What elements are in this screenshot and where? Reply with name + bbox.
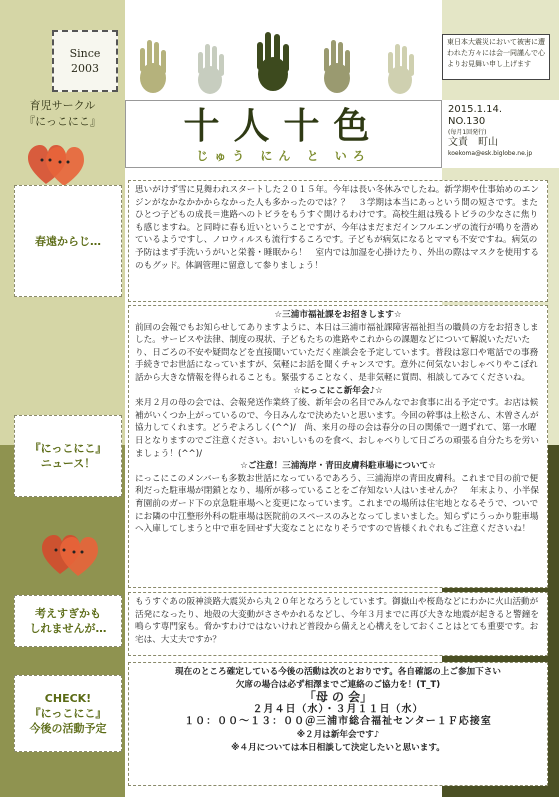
section-label-earthquake xyxy=(14,595,122,647)
handprint-icon xyxy=(257,32,289,91)
section-content-schedule xyxy=(128,662,548,786)
since-badge xyxy=(52,30,118,92)
issue-info xyxy=(442,100,559,168)
issue-editor: 文責 町山 xyxy=(448,137,498,148)
paragraph: 思いがけず雪に見舞われスタートした２０１５年。今年は長い冬休みでしたね。新学期や仕事始めのエンジンがなかなかかからなかった人も多かったのでは？？ ３学期は本当にあっという間の短さです。またひとつ子どもの成長＝進路へのトビラをもうすぐ開けるわけです。高校生組は残るトビラの少なさに焦りも感じますね。と同時に春も近いということですが、今年はまだまだインフルエンザの流行が鳴りを潜めているようですし、ノロウィルスも流行するころです。子どもが病気になるとママも不安ですね。病気の予防はまず手洗いうがいと栄養・睡眠から！ 室内では加湿を心掛けたり、外出の際はマスクを使用するのもグッド。体調管理に留意して参りましょう！ xyxy=(135,185,539,271)
circle-name xyxy=(0,98,125,130)
news-heading: ☆ご注意！三浦海岸・青田皮膚科駐車場について☆ xyxy=(240,461,436,472)
section-content-news xyxy=(128,305,548,588)
circle-name-line2: 『にっこにこ』 xyxy=(24,115,101,128)
schedule-intro: 現在のところ確定している今後の活動は次のとおりです。各自確認の上ご参加下さい xyxy=(175,667,501,677)
event-dates: ２月４日（水）・３月１１日（水） xyxy=(252,703,424,715)
handprint-icon xyxy=(140,40,166,93)
paragraph: 前回の会報でもお知らせしてありますように、本日は三浦市福祉課障害福祉担当の職員の方をお招きしました。サービスや法律、制度の現状、子どもたちの進路やこれからの課題などについて解説いただいたり、日ごろの不安や疑問などを直接聞いていただく座談会を予定しています。普段は窓口や電話での事務手続きでお世話になっていますが、気軽にお話を聞くチャンスです。意外に何気ないおしゃべりやこぼれ話から大きな情報を得られることも。緊張することなく、是非気軽に質問、相談してみてくださいね。 xyxy=(135,322,539,383)
section-label-text: 考えすぎかも xyxy=(35,607,101,620)
newsletter-title-box xyxy=(125,100,442,168)
heart-logo-icon xyxy=(40,530,100,582)
section-label-text: 春遠からじ… xyxy=(35,234,101,248)
section-label-text: 『にっこにこ』 xyxy=(29,442,107,455)
event-note: ※４月については本日相談して決定したいと思います。 xyxy=(231,742,445,753)
newsletter-title: 十人十色 xyxy=(183,105,384,147)
section-label-text: 『にっこにこ』 xyxy=(29,707,107,720)
section-content-spring xyxy=(128,180,548,302)
event-title: 「母 の 会」 xyxy=(303,690,373,705)
circle-name-line1: 育児サークル xyxy=(29,99,96,112)
handprints-illustration xyxy=(125,28,442,100)
section-label-schedule xyxy=(14,675,122,752)
section-label-news xyxy=(14,415,122,497)
section-label-text: 今後の活動予定 xyxy=(29,722,107,735)
news-heading: ☆にっこにこ新年会♪☆ xyxy=(293,385,383,396)
event-place: １０：００～１３：００＠三浦市総合福祉センター１Ｆ応接室 xyxy=(184,716,492,728)
section-label-text: ニュース！ xyxy=(40,457,96,470)
handprint-icon xyxy=(198,44,224,94)
event-note: ※２月は新年会です♪ xyxy=(296,729,380,740)
condolence-notice: 東日本大震災において被害に遭われた方々には会一同謹んで心よりお見舞い申し上げます xyxy=(442,34,550,80)
paragraph: もうすぐあの阪神淡路大震災から丸２０年となろうとしています。御嶽山や桜島などにわかに火山活動が活発になったり、地殻の大変動がささやかれるなどし、今年３月までに再び大きな地震が起きると警鐘を鳴らす専門家も。脅かすわけではないけれど普段から備えと心構えをしておくことはとても重要です。お宅は、大丈夫ですか？ xyxy=(135,597,539,645)
issue-frequency: (毎月1回発行) xyxy=(448,129,487,136)
since-year: 2003 xyxy=(71,62,99,75)
issue-date: 2015.1.14. xyxy=(448,104,503,115)
paragraph: 来月２月の母の会では、会報発送作業終了後、新年会の名目でみんなでお食事に出る予定です。お店は候補がいくつか上がっているので、今日みんなで決めたいと思います。今回の幹事は上松さん、木曽さんが協力してくれます。どうぞよろしく(^^)/ 尚、来月の母の会は春分の日の関係で一週ずれて、第一水曜日となりますのでご注意ください。おいしいものを食べ、おしゃべりして日ごろの頑張る自分たちを労いましょう！(^^)/ xyxy=(135,398,539,459)
section-label-spring xyxy=(14,185,122,297)
section-content-earthquake xyxy=(128,592,548,656)
schedule-intro: 欠席の場合は必ず相澤までご連絡のご協力を！(T_T) xyxy=(235,679,441,690)
handprint-icon xyxy=(388,44,414,94)
section-label-text: しれませんが… xyxy=(29,622,107,635)
section-label-text: CHECK! xyxy=(44,692,92,705)
issue-number: NO.130 xyxy=(448,116,486,127)
since-label: Since xyxy=(69,47,101,60)
issue-email: koekoma@esk.biglobe.ne.jp xyxy=(448,150,533,157)
handprint-icon xyxy=(324,40,350,93)
news-heading: ☆三浦市福祉課をお招きします☆ xyxy=(274,310,402,320)
paragraph: にっこにこのメンバーも多数お世話になっているであろう、三浦海岸の青田皮膚科。これまで目の前で便利だった駐車場が閉鎖となり、場所が移っていることをご存知ない人はいませんか？ 年末より、小半保育園前のガード下の京急駐車場へと変更になっています。これまでの場所は住宅地となるそうで、ついでにお隣の中江整形外科の駐車場は医院前のスペースのみとなってしまいました。知らずにうっかり駐車場へ入庫してしまうと中で車を回せず大変なことになりそうですので皆様くれぐれもご注意くださいね！ xyxy=(135,473,539,535)
newsletter-title-reading: じゅう にん と いろ xyxy=(196,149,371,163)
